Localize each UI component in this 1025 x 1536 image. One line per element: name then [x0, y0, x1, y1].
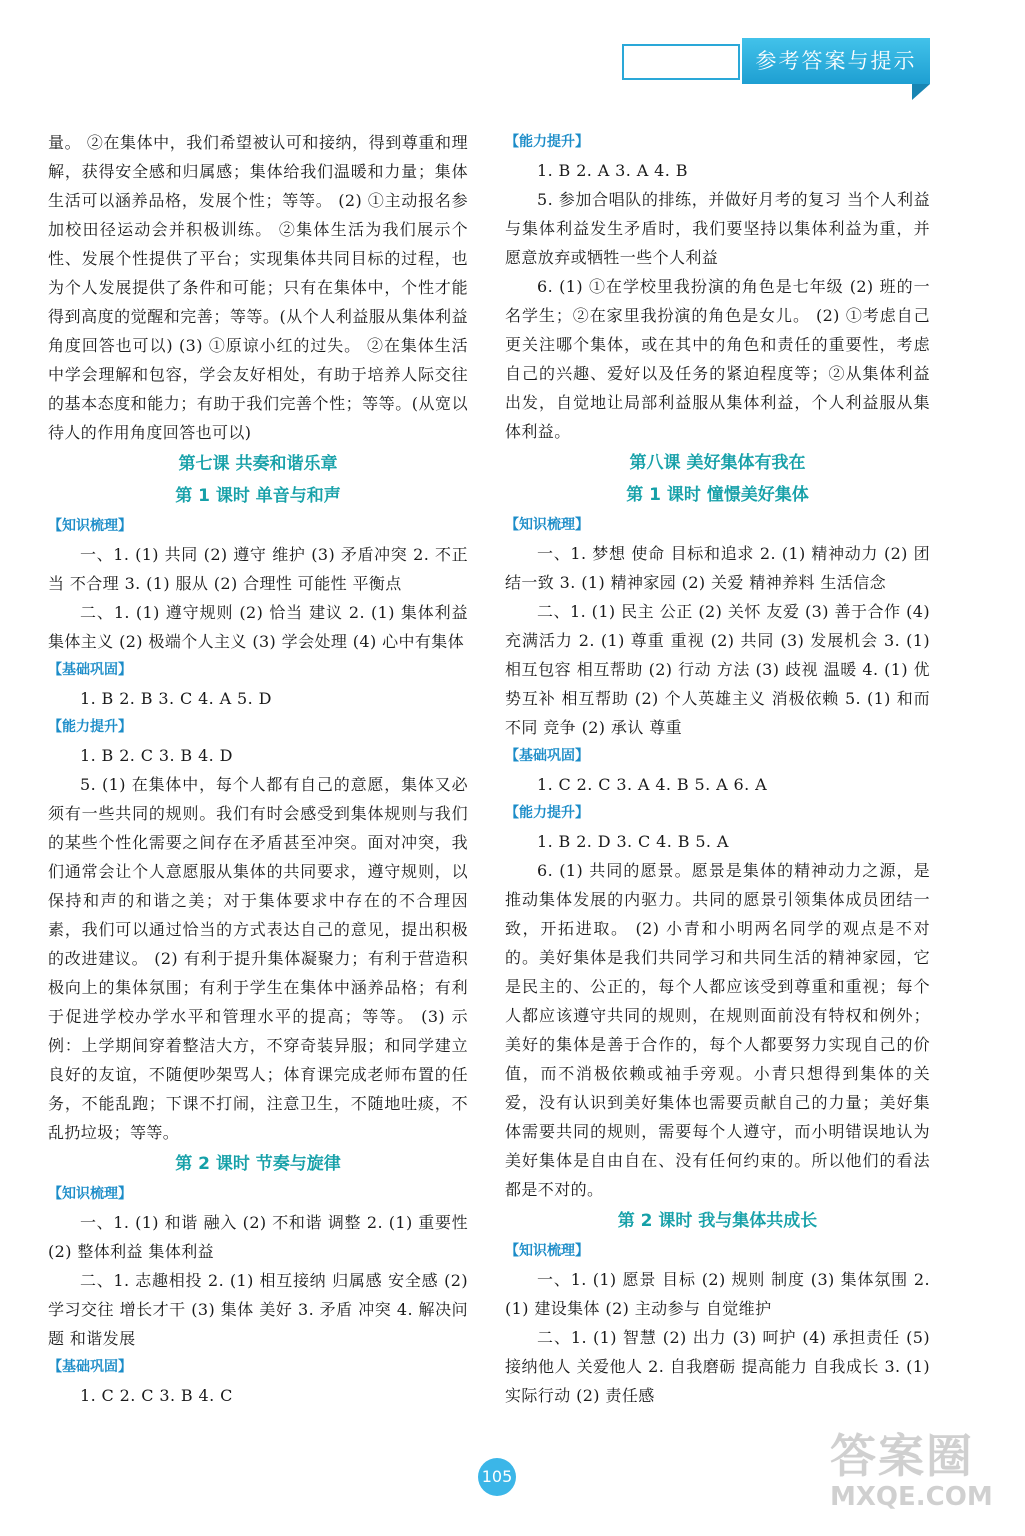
lesson-heading: 第 2 课时 节奏与旋律: [175, 1154, 341, 1174]
right-column: [505, 128, 930, 1410]
section-tag: 【基础巩固】: [505, 748, 589, 764]
section-tag: 【知识梳理】: [48, 518, 132, 534]
lesson-heading: 第 2 课时 我与集体共成长: [617, 1211, 818, 1231]
section-tag: 【知识梳理】: [505, 517, 589, 533]
lesson-heading: 第 1 课时 憧憬美好集体: [626, 485, 809, 505]
section-tag: 【基础巩固】: [48, 662, 132, 678]
section-tag: 【知识梳理】: [505, 1243, 589, 1259]
answer-paragraph: 1. B 2. A 3. A 4. B: [537, 161, 688, 180]
section-tag: 【基础巩固】: [48, 1359, 132, 1375]
answer-paragraph: 1. C 2. C 3. A 4. B 5. A 6. A: [537, 775, 768, 794]
header-blank-box: [622, 44, 740, 80]
watermark-glyphs: 答案圈: [830, 1429, 974, 1483]
section-tag: 【能力提升】: [505, 805, 589, 821]
answer-paragraph: 1. B 2. C 3. B 4. D: [80, 746, 233, 765]
answer-paragraph: 二、1. (1) 智慧 (2) 出力 (3) 呵护 (4) 承担责任 (5) 接纳他人 关爱他人 2. 自我磨砺 提高能力 自我成长 3. (1) 实际行动 (2) 责任感: [505, 1328, 930, 1405]
answer-paragraph: 量。 ②在集体中，我们希望被认可和接纳，得到尊重和理解，获得安全感和归属感；集体给我们温暖和力量；集体生活可以涵养品格，发展个性；等等。 (2) ①主动报名参加校田径运动会并积极训练。 ②集体生活为我们展示个性、发展个性提供了平台；实现集体共同目标的过程，也为个人发展提供了条件和可能；只有在集体中，个性才能得到高度的觉醒和完善；等等。(从个人利益服从集体利益角度回答也可以) (3) ①原谅小红的过失。 ②在集体生活中学会理解和包容，学会友好相处，有助于培养人际交往的基本态度和能力；有助于我们完善个性；等等。(从宽以待人的作用角度回答也可以): [48, 133, 468, 442]
answer-paragraph: 1. B 2. B 3. C 4. A 5. D: [80, 689, 272, 708]
header-section-tab: 参考答案与提示: [742, 38, 930, 84]
lesson-heading: 第 1 课时 单音与和声: [175, 486, 341, 506]
lesson-heading: 第七课 共奏和谐乐章: [178, 454, 338, 474]
left-column: [48, 128, 468, 1410]
header-tab-fold: [912, 84, 930, 100]
answer-paragraph: 1. B 2. D 3. C 4. B 5. A: [537, 832, 729, 851]
section-tag: 【知识梳理】: [48, 1186, 132, 1202]
answer-paragraph: 二、1. (1) 遵守规则 (2) 恰当 建议 2. (1) 集体利益 集体主义 (2) 极端个人主义 (3) 学会处理 (4) 心中有集体: [48, 603, 468, 651]
answer-paragraph: 5. 参加合唱队的排练，并做好月考的复习 当个人利益与集体利益发生矛盾时，我们要坚持以集体利益为重，并愿意放弃或牺牲一些个人利益: [505, 190, 930, 267]
answer-paragraph: 6. (1) ①在学校里我扮演的角色是七年级 (2) 班的一名学生；②在家里我扮演的角色是女儿。 (2) ①考虑自己更关注哪个集体，或在其中的角色和责任的重要性，考虑自己的兴趣、爱好以及任务的紧迫程度等；②从集体利益出发，自觉地让局部利益服从集体利益，个人利益服从集体利益。: [505, 277, 930, 441]
answer-paragraph: 一、1. (1) 和谐 融入 (2) 不和谐 调整 2. (1) 重要性 (2) 整体利益 集体利益: [48, 1213, 468, 1261]
answer-paragraph: 1. C 2. C 3. B 4. C: [80, 1386, 233, 1405]
section-tag: 【能力提升】: [48, 719, 132, 735]
answer-paragraph: 一、1. (1) 共同 (2) 遵守 维护 (3) 矛盾冲突 2. 不正当 不合理 3. (1) 服从 (2) 合理性 可能性 平衡点: [48, 545, 468, 593]
watermark-logo: [830, 1420, 1020, 1530]
watermark-url: MXQE.COM: [830, 1482, 993, 1512]
answer-paragraph: 5. (1) 在集体中，每个人都有自己的意愿，集体又必须有一些共同的规则。我们有时会感受到集体规则与我们的某些个性化需要之间存在矛盾甚至冲突。面对冲突，我们通常会让个人意愿服从集体的共同要求，遵守规则，以保持和声的和谐之美；对于集体要求中存在的不合理因素，我们可以通过恰当的方式表达自己的意见，提出积极的改进建议。 (2) 有利于提升集体凝聚力；有利于营造积极向上的集体氛围；有利于学生在集体中涵养品格；有利于促进学校办学水平和管理水平的提高；等等。 (3) 示例：上学期间穿着整洁大方，不穿奇装异服；和同学建立良好的友谊，不随便吵架骂人；体育课完成老师布置的任务，不能乱跑；下课不打闹，注意卫生，不随地吐痰，不乱扔垃圾；等等。: [48, 775, 468, 1142]
answer-paragraph: 二、1. 志趣相投 2. (1) 相互接纳 归属感 安全感 (2) 学习交往 增长才干 (3) 集体 美好 3. 矛盾 冲突 4. 解决问题 和谐发展: [48, 1271, 468, 1348]
answer-paragraph: 二、1. (1) 民主 公正 (2) 关怀 友爱 (3) 善于合作 (4) 充满活力 2. (1) 尊重 重视 (2) 共同 (3) 发展机会 3. (1) 相互包容 相互帮助 (2) 行动 方法 (3) 歧视 温暖 4. (1) 优势互补 相互帮助 (2) 个人英雄主义 消极依赖 5. (1) 和而不同 竞争 (2) 承认 尊重: [505, 602, 930, 737]
answer-paragraph: 一、1. (1) 愿景 目标 (2) 规则 制度 (3) 集体氛围 2. (1) 建设集体 (2) 主动参与 自觉维护: [505, 1270, 930, 1318]
answer-paragraph: 一、1. 梦想 使命 目标和追求 2. (1) 精神动力 (2) 团结一致 3. (1) 精神家园 (2) 关爱 精神养料 生活信念: [505, 544, 930, 592]
lesson-heading: 第八课 美好集体有我在: [629, 453, 806, 473]
answer-paragraph: 6. (1) 共同的愿景。愿景是集体的精神动力之源，是推动集体发展的内驱力。共同的愿景引领集体成员团结一致，开拓进取。 (2) 小青和小明两名同学的观点是不对的。美好集体是我们共同学习和共同生活的精神家园，它是民主的、公正的，每个人都应该受到尊重和重视；每个人都应该遵守共同的规则，在规则面前没有特权和例外；美好的集体是善于合作的，每个人都要努力实现自己的价值，而不消极依赖或袖手旁观。小青只想得到集体的关爱，没有认识到美好集体也需要贡献自己的力量；美好集体需要共同的规则，需要每个人遵守，而小明错误地认为美好集体是自由自在、没有任何约束的。所以他们的看法都是不对的。: [505, 861, 930, 1199]
page-number: 105: [478, 1458, 516, 1496]
section-tag: 【能力提升】: [505, 134, 589, 150]
